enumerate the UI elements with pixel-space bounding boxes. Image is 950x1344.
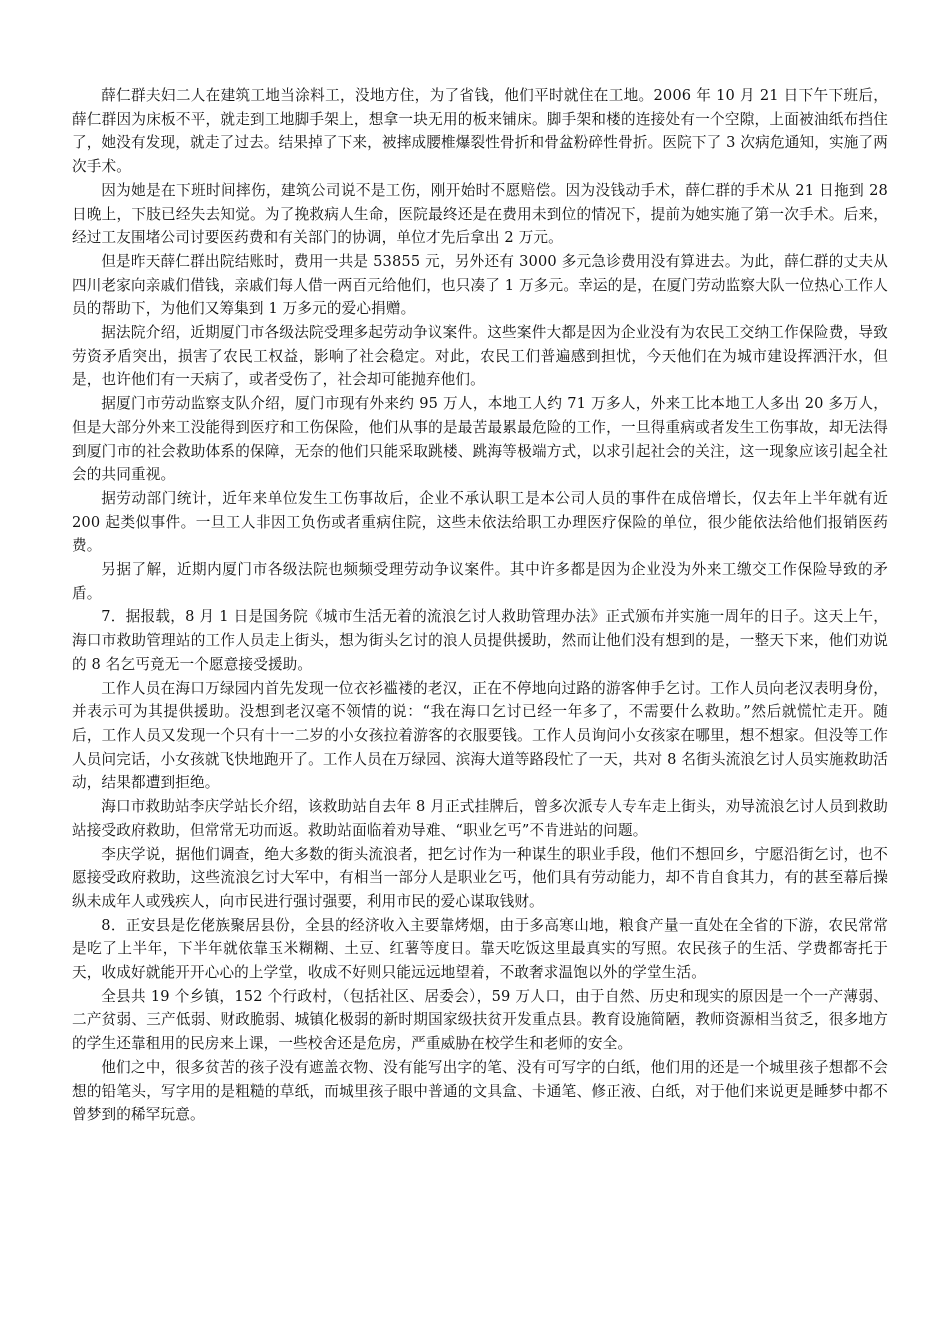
paragraph-2: 因为她是在下班时间摔伤，建筑公司说不是工伤，刚开始时不愿赔偿。因为没钱动手术，薛仁群的手术从 21 日拖到 28 日晚上，下肢已经失去知觉。为了挽救病人生命，医院最终还是在费用未到位的情况下，提前为她实施了第一次手术。后来，经过工友围堵公司讨要医药费和有关部门的协调，单位才先后拿出 2 万元。 xyxy=(72,181,888,247)
paragraph-10: 海口市救助站李庆学站长介绍，该救助站自去年 8 月正式挂牌后，曾多次派专人专车走上街头，劝导流浪乞讨人员到救助站接受政府救助，但常常无功而返。救助站面临着劝导难、“职业乞丐”不肯进站的问题。 xyxy=(72,798,888,839)
paragraph-13: 全县共 19 个乡镇，152 个行政村，（包括社区、居委会），59 万人口，由于自然、历史和现实的原因是一个一产薄弱、二产贫弱、三产低弱、财政脆弱、城镇化极弱的新时期国家级扶贫开发重点县。教育设施简陋，教师资源相当贫乏，很多地方的学生还靠租用的民房来上课，一些校舍还是危房，严重威胁在校学生和老师的安全。 xyxy=(72,987,888,1053)
paragraph-12: 8．正安县是仡佬族聚居县份，全县的经济收入主要靠烤烟，由于多高寒山地，粮食产量一直处在全省的下游，农民常常是吃了上半年，下半年就依靠玉米糊糊、土豆、红薯等度日。靠天吃饭这里最真实的写照。农民孩子的生活、学费都寄托于天，收成好就能开开心心的上学堂，收成不好则只能远远地望着，不敢奢求温饱以外的学堂生活。 xyxy=(72,916,888,982)
paragraph-5: 据厦门市劳动监察支队介绍，厦门市现有外来约 95 万人，本地工人约 71 万多人，外来工比本地工人多出 20 多万人，但是大部分外来工没能得到医疗和工伤保险，他们从事的是最苦最累最危险的工作，一旦得重病或者发生工伤事故，却无法得到厦门市的社会救助体系的保障，无奈的他们只能采取跳楼、跳海等极端方式，以求引起社会的关注，这一现象应该引起全社会的共同重视。 xyxy=(72,395,888,484)
paragraph-9: 工作人员在海口万绿园内首先发现一位衣衫褴褛的老汉，正在不停地向过路的游客伸手乞讨。工作人员向老汉表明身份，并表示可为其提供援助。没想到老汉毫不领情的说：“我在海口乞讨已经一年多了，不需要什么救助。”然后就慌忙走开。随后，工作人员又发现一个只有十一二岁的小女孩拉着游客的衣服要钱。工作人员询问小女孩家在哪里，想不想家。但没等工作人员问完话，小女孩就飞快地跑开了。工作人员在万绿园、滨海大道等路段忙了一天，共对 8 名街头流浪乞讨人员实施救助活动，结果都遭到拒绝。 xyxy=(72,679,888,792)
paragraph-11: 李庆学说，据他们调查，绝大多数的街头流浪者，把乞讨作为一种谋生的职业手段，他们不想回乡，宁愿沿街乞讨，也不愿接受政府救助，这些流浪乞讨大军中，有相当一部分人是职业乞丐，他们具有劳动能力，却不肯自食其力，有的甚至幕后操纵未成年人或残疾人，向市民进行强讨强要，利用市民的爱心谋取钱财。 xyxy=(72,845,888,910)
paragraph-8: 7．据报载，8 月 1 日是国务院《城市生活无着的流浪乞讨人救助管理办法》正式颁布并实施一周年的日子。这天上午，海口市救助管理站的工作人员走上街头，想为街头乞讨的浪人员提供援助，然而让他们没有想到的是，一整天下来，他们劝说的 8 名乞丐竟无一个愿意接受援助。 xyxy=(72,608,888,673)
paragraph-14: 他们之中，很多贫苦的孩子没有遮盖衣物、没有能写出字的笔、没有可写字的白纸，他们用的还是一个城里孩子想都不会想的铅笔头，写字用的是粗糙的草纸，而城里孩子眼中普通的文具盒、卡通笔、修正液、白纸，对于他们来说更是睡梦中都不曾梦到的稀罕玩意。 xyxy=(72,1058,888,1124)
paragraph-4: 据法院介绍，近期厦门市各级法院受理多起劳动争议案件。这些案件大都是因为企业没有为农民工交纳工作保险费，导致劳资矛盾突出，损害了农民工权益，影响了社会稳定。对此，农民工们普遍感到担忧，今天他们在为城市建设挥洒汗水，但是，也许他们有一天病了，或者受伤了，社会却可能抛弃他们。 xyxy=(72,324,888,389)
paragraph-3: 但是昨天薛仁群出院结账时，费用一共是 53855 元，另外还有 3000 多元急诊费用没有算进去。为此，薛仁群的丈夫从四川老家向亲戚们借钱，亲戚们每人借一两百元给他们，也只凑了 1 万多元。幸运的是，在厦门劳动监察大队一位热心工作人员的帮助下，为他们又筹集到 1 万多元的爱心捐赠。 xyxy=(72,252,888,318)
paragraph-6: 据劳动部门统计，近年来单位发生工伤事故后，企业不承认职工是本公司人员的事件在成倍增长，仅去年上半年就有近 200 起类似事件。一旦工人非因工负伤或者重病住院，这些未依法给职工办理医疗保险的单位，很少能依法给他们报销医药费。 xyxy=(72,489,888,555)
document-body xyxy=(72,84,888,1127)
paragraph-1: 薛仁群夫妇二人在建筑工地当涂料工，没地方住，为了省钱，他们平时就住在工地。2006 年 10 月 21 日下午下班后，薛仁群因为床板不平，就走到工地脚手架上，想拿一块无用的板来铺床。脚手架和楼的连接处有一个空隙，上面被油纸布挡住了，她没有发现，就走了过去。结果掉了下来，被摔成腰椎爆裂性骨折和骨盆粉碎性骨折。医院下了 3 次病危通知，实施了两次手术。 xyxy=(72,87,888,176)
paragraph-7: 另据了解，近期内厦门市各级法院也频频受理劳动争议案件。其中许多都是因为企业没为外来工缴交工作保险导致的矛盾。 xyxy=(72,561,888,602)
